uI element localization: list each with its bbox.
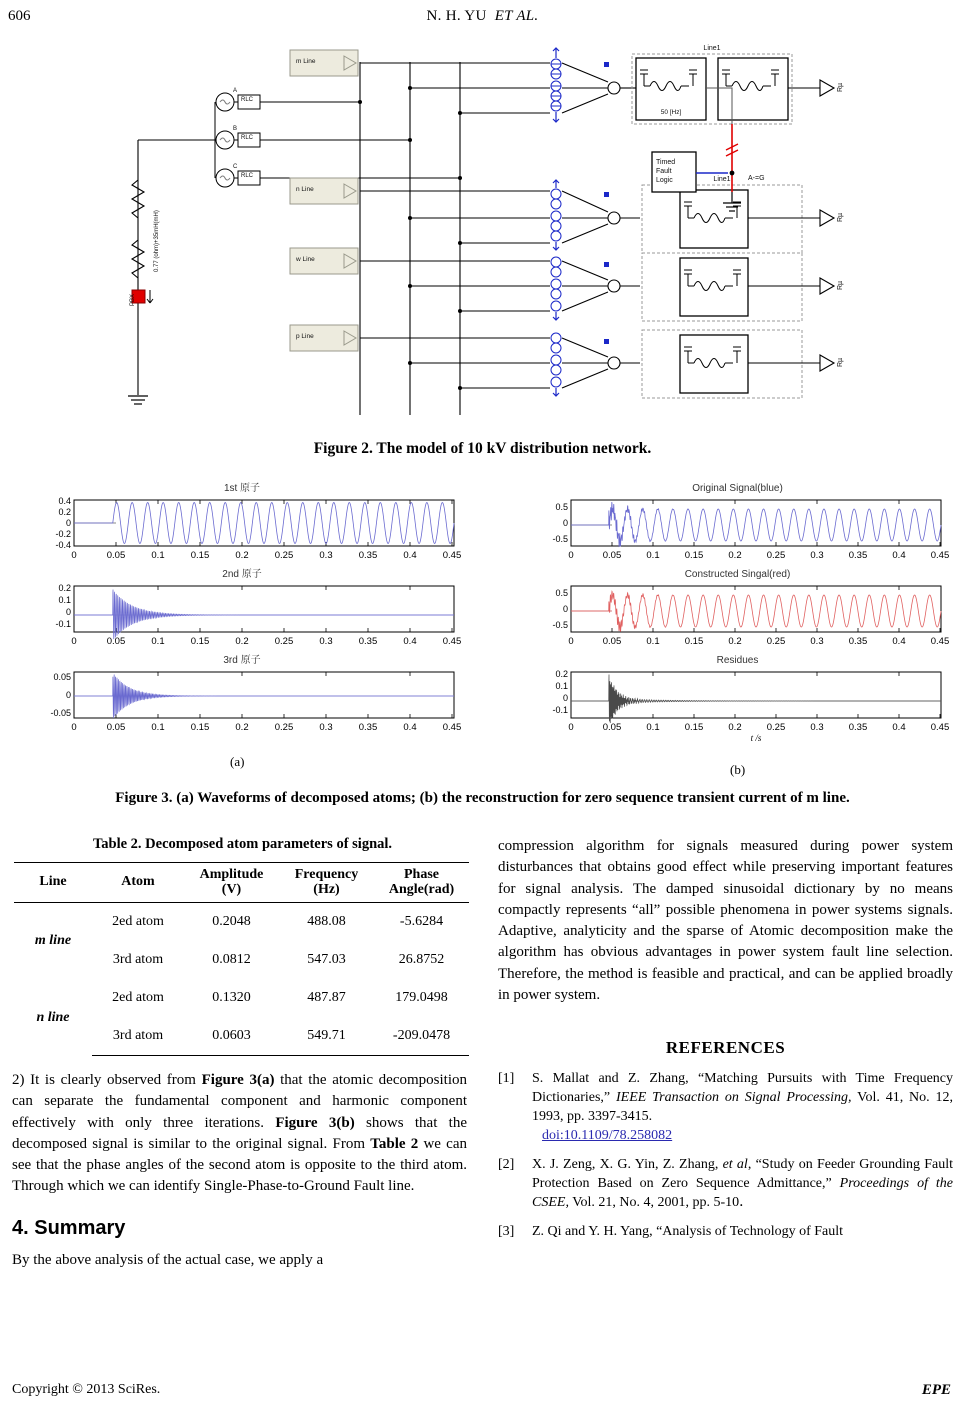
figure2-svg <box>120 40 850 430</box>
svg-text:0.15: 0.15 <box>190 636 210 647</box>
table2-title: Table 2. Decomposed atom parameters of signal. <box>92 836 393 852</box>
svg-text:0.2: 0.2 <box>235 722 249 733</box>
rlc-label-b: RLC <box>241 135 254 141</box>
svg-text:0.4: 0.4 <box>403 722 417 733</box>
svg-text:0.05: 0.05 <box>53 672 71 682</box>
th-frequency: Frequency (Hz) <box>279 863 374 903</box>
figure3-plots <box>0 482 965 777</box>
svg-text:0.4: 0.4 <box>892 722 906 733</box>
svg-text:-0.1: -0.1 <box>55 619 71 629</box>
scope-output-ports <box>748 80 844 371</box>
svg-text:0.4: 0.4 <box>403 550 417 561</box>
svg-text:0.1: 0.1 <box>555 681 568 691</box>
svg-text:0.2: 0.2 <box>58 507 71 517</box>
plot-original-signal <box>525 496 950 564</box>
line-subsystem-blocks <box>290 50 358 351</box>
svg-text:0: 0 <box>71 636 77 647</box>
reference-text: X. J. Zeng, X. G. Yin, Z. Zhang, et al, “Study on Feeder Grounding Fault Protection Based on Zero Sequence Admittance,” Proceedings of the CSEE, Vol. 21, No. 4, 2001, pp. 5-10． <box>532 1156 953 1211</box>
svg-text:0.3: 0.3 <box>319 550 333 561</box>
table2 <box>14 862 469 1056</box>
svg-text:0.15: 0.15 <box>190 550 210 561</box>
svg-text:0.45: 0.45 <box>442 636 462 647</box>
svg-text:0.2: 0.2 <box>728 636 742 647</box>
svg-text:-0.05: -0.05 <box>50 708 71 718</box>
svg-text:0.15: 0.15 <box>190 722 210 733</box>
running-head <box>0 8 965 32</box>
three-phase-merge-group <box>562 62 640 388</box>
svg-text:0: 0 <box>71 722 77 733</box>
cell-atom: 2ed atom <box>112 914 164 930</box>
references-heading: REFERENCES <box>665 1038 786 1058</box>
svg-text:0.4: 0.4 <box>403 636 417 647</box>
cell-atom: 2ed atom <box>112 990 164 1006</box>
svg-text:0.05: 0.05 <box>602 722 622 733</box>
figure3-sublabel-a: (a) <box>230 754 245 769</box>
reference-item <box>498 1069 953 1146</box>
table-row <box>14 979 469 1017</box>
figure2-diagram <box>120 40 850 430</box>
plot-1st-atom <box>22 496 462 564</box>
svg-text:0.4: 0.4 <box>58 496 71 506</box>
left-column-body <box>12 1070 467 1271</box>
svg-text:0.15: 0.15 <box>684 722 704 733</box>
svg-text:0: 0 <box>562 518 568 528</box>
svg-text:0.2: 0.2 <box>58 583 71 593</box>
svg-text:0.1: 0.1 <box>646 636 660 647</box>
plot-constructed-signal <box>525 582 950 650</box>
svg-text:0.25: 0.25 <box>274 722 294 733</box>
svg-text:0: 0 <box>568 550 574 561</box>
figure3-caption: Figure 3. (a) Waveforms of decomposed atoms; (b) the reconstruction for zero sequence transient current of m line. <box>115 790 850 806</box>
rlc-label-a: RLC <box>241 97 254 103</box>
cell-line-m: m line <box>34 933 72 949</box>
svg-text:0.05: 0.05 <box>602 636 622 647</box>
svg-text:-0.1: -0.1 <box>552 705 568 715</box>
svg-text:0.35: 0.35 <box>848 722 868 733</box>
copyright-text: Copyright © 2013 SciRes. <box>12 1382 161 1397</box>
figure3a-column <box>22 482 462 769</box>
th-amplitude: Amplitude (V) <box>184 863 279 903</box>
svg-text:-0.2: -0.2 <box>55 529 71 539</box>
svg-text:0.45: 0.45 <box>930 636 950 647</box>
svg-text:Fault: Fault <box>656 168 672 175</box>
svg-text:Line1: Line1 <box>713 176 731 183</box>
phase-label-c: C <box>233 164 238 170</box>
cell-frequency: 488.08 <box>307 914 346 930</box>
block-label-m-line: m Line <box>296 58 316 65</box>
plot-residues <box>525 668 950 744</box>
svg-text:0.25: 0.25 <box>274 636 294 647</box>
cell-atom: 3rd atom <box>112 952 164 968</box>
phase-label-a: A <box>233 88 238 94</box>
reference-text: S. Mallat and Z. Zhang, “Matching Pursuits with Time Frequency Dictionaries,” IEEE Transaction on Signal Processing, Vol. 41, No. 12, 1993, pp. 3397-3415. doi:10.1109/78.258082 <box>532 1069 953 1146</box>
svg-text:-0.4: -0.4 <box>55 540 71 550</box>
cell-frequency: 549.71 <box>279 1017 374 1056</box>
svg-text:0.15: 0.15 <box>684 550 704 561</box>
svg-text:A-=G: A-=G <box>748 175 765 182</box>
svg-text:0.05: 0.05 <box>106 636 126 647</box>
svg-text:0: 0 <box>71 550 77 561</box>
figure3b-column <box>525 482 950 777</box>
rlc-label-c: RLC <box>241 173 254 179</box>
svg-text:0.25: 0.25 <box>766 550 786 561</box>
figure3-sublabel-b: (b) <box>730 762 746 777</box>
svg-text:0.05: 0.05 <box>602 550 622 561</box>
reference-number: [2] <box>498 1156 515 1172</box>
svg-text:Rµ: Rµ <box>837 357 844 367</box>
paragraph-2: 2) It is clearly observed from Figure 3(a) that the atomic decomposition can separate the fundamental component and harmonic component effectively with only three iterations. Figure 3(b) shows that the decomposed signal is similar to the original signal. From Table 2 we can see that the phase angles of the second atom is opposite to the third atom. Through which we can identify Single-Phase-to-Ground Fault line. <box>12 1072 468 1195</box>
svg-text:-0.5: -0.5 <box>552 534 568 544</box>
page-footer <box>0 1382 965 1402</box>
reference-text: Z. Qi and Y. H. Yang, “Analysis of Technology of Fault <box>532 1223 844 1239</box>
ground-symbol <box>128 396 148 404</box>
ground-block-label: PBX <box>130 293 136 306</box>
cell-phase: 179.0498 <box>395 990 448 1006</box>
svg-text:0.1: 0.1 <box>646 550 660 561</box>
plot-title-residues: Residues <box>716 655 759 666</box>
svg-text:0.45: 0.45 <box>442 550 462 561</box>
block-label-p-line: p Line <box>296 333 314 340</box>
svg-text:0.3: 0.3 <box>319 722 333 733</box>
svg-text:Timed: Timed <box>656 159 676 166</box>
page-number: 606 <box>8 8 31 24</box>
cell-amplitude: 0.0603 <box>184 1017 279 1056</box>
right-column-body <box>498 836 953 1250</box>
pi-line-blocks <box>632 45 802 398</box>
svg-text:0: 0 <box>562 604 568 614</box>
svg-text:0.35: 0.35 <box>848 550 868 561</box>
measurement-stack-group <box>551 48 561 396</box>
svg-text:0.1: 0.1 <box>151 636 165 647</box>
cell-amplitude: 0.1320 <box>212 990 251 1006</box>
svg-text:0.35: 0.35 <box>358 550 378 561</box>
svg-text:0: 0 <box>568 722 574 733</box>
plot-title-constructed-signal: Constructed Singal(red) <box>684 569 791 580</box>
svg-text:0.35: 0.35 <box>358 722 378 733</box>
svg-text:0.05: 0.05 <box>106 550 126 561</box>
svg-text:50 [Hz]: 50 [Hz] <box>660 109 682 116</box>
th-atom: Atom <box>92 863 184 903</box>
svg-text:0.2: 0.2 <box>235 550 249 561</box>
svg-text:0.3: 0.3 <box>810 722 824 733</box>
svg-text:0.3: 0.3 <box>810 550 824 561</box>
reference-number: [3] <box>498 1223 515 1239</box>
cell-phase: -209.0478 <box>374 1017 469 1056</box>
svg-text:0.25: 0.25 <box>766 722 786 733</box>
cell-line-n: n line <box>36 1009 70 1025</box>
plot-title-3rd-atom: 3rd 原子 <box>223 655 261 666</box>
th-line: Line <box>14 863 92 903</box>
svg-text:0.45: 0.45 <box>930 722 950 733</box>
doi-link[interactable]: doi:10.1109/78.258082 <box>542 1128 673 1144</box>
reference-item <box>498 1155 953 1213</box>
svg-text:0.15: 0.15 <box>684 636 704 647</box>
cell-phase: -5.6284 <box>399 914 444 930</box>
svg-text:0.05: 0.05 <box>106 722 126 733</box>
svg-text:0.35: 0.35 <box>848 636 868 647</box>
svg-text:0.5: 0.5 <box>555 588 568 598</box>
svg-text:0.1: 0.1 <box>646 722 660 733</box>
table2-header-row <box>14 863 469 903</box>
neutral-impedance-label: 0.77 (ohm)+35mH(mH) <box>154 210 160 272</box>
plot-2nd-atom <box>22 582 462 650</box>
svg-text:0: 0 <box>65 518 71 528</box>
phase-label-b: B <box>233 126 238 132</box>
cell-amplitude: 0.2048 <box>212 914 251 930</box>
svg-text:0.4: 0.4 <box>892 550 906 561</box>
summary-paragraph: By the above analysis of the actual case, we apply a <box>12 1252 324 1269</box>
svg-text:0.1: 0.1 <box>151 722 165 733</box>
cell-frequency: 487.87 <box>307 990 346 1006</box>
svg-text:0.2: 0.2 <box>555 669 568 679</box>
running-head-authors <box>0 8 965 25</box>
cell-phase: 26.8752 <box>398 952 445 968</box>
svg-text:0.35: 0.35 <box>358 636 378 647</box>
plot-title-2nd-atom: 2nd 原子 <box>222 569 262 580</box>
plot-title-original-signal: Original Signal(blue) <box>692 483 783 494</box>
block-label-n-line: n Line <box>296 186 314 193</box>
svg-text:0.4: 0.4 <box>892 636 906 647</box>
svg-text:0: 0 <box>65 690 71 700</box>
reference-number: [1] <box>498 1070 515 1086</box>
svg-text:0.3: 0.3 <box>810 636 824 647</box>
svg-text:-0.5: -0.5 <box>552 620 568 630</box>
svg-text:Rµ: Rµ <box>837 212 844 222</box>
figure2-caption: Figure 2. The model of 10 kV distribution network. <box>313 440 652 457</box>
svg-text:Rµ: Rµ <box>837 280 844 290</box>
svg-text:0.25: 0.25 <box>274 550 294 561</box>
svg-text:0.2: 0.2 <box>728 722 742 733</box>
reference-item <box>498 1222 953 1241</box>
svg-text:0.2: 0.2 <box>728 550 742 561</box>
svg-text:0.25: 0.25 <box>766 636 786 647</box>
svg-text:0.1: 0.1 <box>58 595 71 605</box>
svg-text:Logic: Logic <box>656 177 673 184</box>
svg-text:0.5: 0.5 <box>555 502 568 512</box>
svg-text:0.2: 0.2 <box>235 636 249 647</box>
table-row <box>14 903 469 942</box>
svg-text:0.45: 0.45 <box>442 722 462 733</box>
author-names: N. H. YU <box>426 8 487 24</box>
cell-atom: 3rd atom <box>92 1017 184 1056</box>
svg-text:0: 0 <box>65 607 71 617</box>
svg-text:0.1: 0.1 <box>151 550 165 561</box>
continuation-paragraph: compression algorithm for signals measured during power system disturbances that obtains good effect while preserving important features for signal analysis. The damped sinusoidal dictionary by no means compactly represents “all” possible phenomena in power systems signals. Adaptive, analyticity and the sparse of Atomic decomposition make the algorithm has obvious advantages in power system fault line selection. Therefore, the method is feasible and practical, and can be applied broadly in power system. <box>498 838 953 1004</box>
xaxis-label-b: t /s <box>750 733 762 743</box>
journal-abbrev: EPE <box>921 1382 951 1398</box>
plot-title-1st-atom: 1st 原子 <box>223 483 261 494</box>
cell-amplitude: 0.0812 <box>212 952 251 968</box>
svg-text:0.3: 0.3 <box>319 636 333 647</box>
section-heading-summary: 4. Summary <box>12 1216 126 1239</box>
svg-text:0: 0 <box>562 693 568 703</box>
svg-text:0.45: 0.45 <box>930 550 950 561</box>
svg-text:0: 0 <box>568 636 574 647</box>
svg-text:Line1: Line1 <box>703 45 721 52</box>
block-label-w-line: w Line <box>296 256 315 263</box>
cell-frequency: 547.03 <box>307 952 346 968</box>
et-al-label: ET AL. <box>494 8 539 24</box>
th-phase: Phase Angle(rad) <box>374 863 469 903</box>
svg-text:Rµ: Rµ <box>837 82 844 92</box>
plot-3rd-atom <box>22 668 462 736</box>
